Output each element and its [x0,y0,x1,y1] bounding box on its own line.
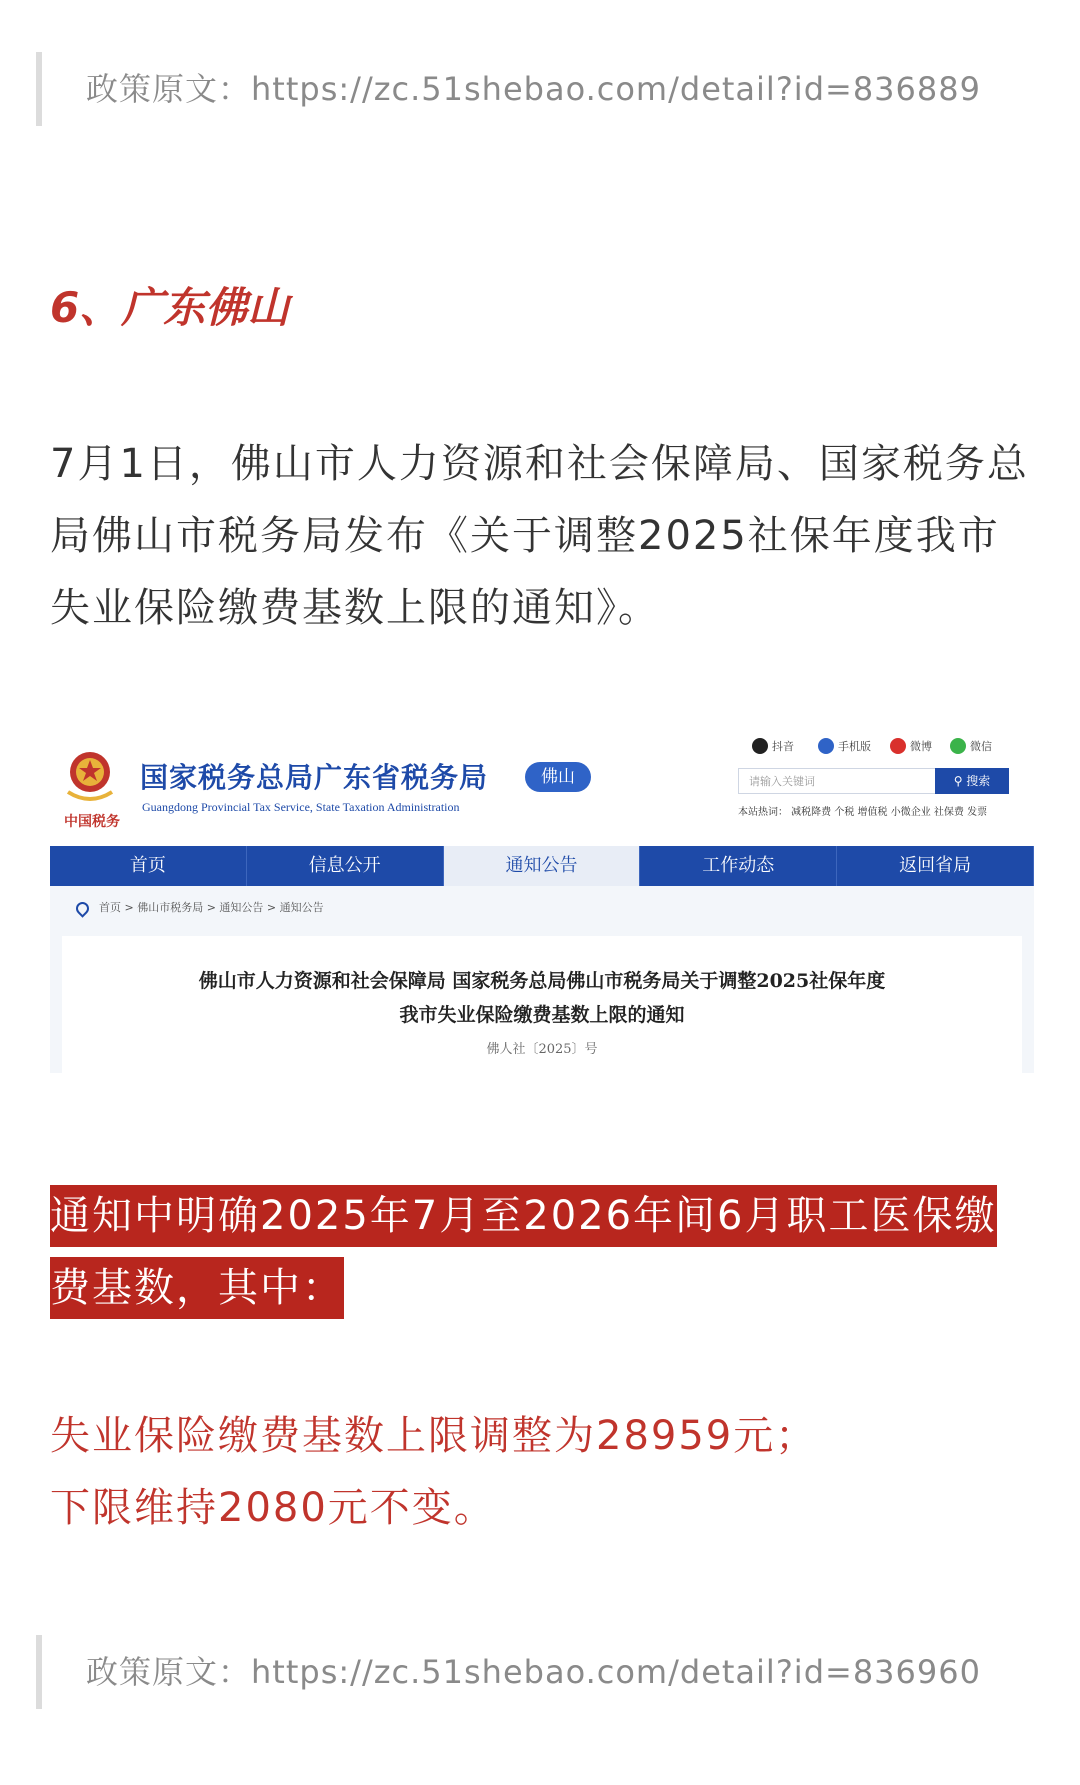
upper-limit-text: 失业保险缴费基数上限调整为28959元； [50,1413,818,1459]
key-figures-paragraph [50,1400,1035,1544]
social-mobile[interactable]: 手机版 [818,738,871,754]
nav-back-province[interactable]: 返回省局 [837,846,1034,886]
policy-source-link[interactable]: https://zc.51shebao.com/detail?id=836889 [251,70,981,108]
hotwords: 本站热词： 减税降费 个税 增值税 小微企业 社保费 发票 [738,807,988,818]
search-icon: ⚲ [953,774,967,788]
social-wechat[interactable]: 微信 [950,738,992,754]
policy-source-link[interactable]: https://zc.51shebao.com/detail?id=836960 [251,1653,981,1691]
tax-emblem-icon [60,746,120,806]
location-pin-icon [73,899,91,917]
document-number: 佛人社〔2025〕号 [486,1042,598,1057]
city-badge: 佛山 [525,762,591,792]
policy-source-quote-2 [36,1635,1066,1709]
tax-bureau-screenshot [50,728,1034,1073]
agency-name: 国家税务总局广东省税务局 [140,761,489,794]
policy-source-quote-1 [36,52,1066,126]
highlight-text: 通知中明确2025年7月至2026年间6月职工医保缴费基数，其中： [50,1185,997,1319]
breadcrumb: 首页 > 佛山市税务局 > 通知公告 > 通知公告 [76,899,324,915]
highlight-paragraph [50,1180,1035,1324]
document-title-line1: 佛山市人力资源和社会保障局 国家税务总局佛山市税务局关于调整2025社保年度 [198,970,886,992]
nav-notices[interactable]: 通知公告 [444,846,641,886]
document-card [62,936,1022,1073]
mobile-icon [818,738,834,754]
agency-name-en: Guangdong Provincial Tax Service, State Taxation Administration [142,800,460,814]
policy-source-label: 政策原文： [86,70,252,108]
intro-paragraph: 7月1日，佛山市人力资源和社会保障局、国家税务总局佛山市税务局发布《关于调整2025社保年度我市失业保险缴费基数上限的通知》。 [50,441,1029,631]
douyin-icon [752,738,768,754]
search-input[interactable]: 请输入关键词 [738,768,938,794]
nav-info-disclosure[interactable]: 信息公开 [247,846,444,886]
search-button[interactable]: ⚲ 搜索 [935,768,1009,794]
section-heading: 6、广东佛山 [50,283,290,332]
policy-source-label: 政策原文： [86,1653,252,1691]
site-header [50,728,1034,846]
site-nav [50,846,1034,886]
weibo-icon [890,738,906,754]
social-weibo[interactable]: 微博 [890,738,932,754]
lower-limit-text: 下限维持2080元不变。 [50,1485,496,1531]
emblem-caption: 中国税务 [64,814,120,830]
nav-home[interactable]: 首页 [50,846,247,886]
document-title-line2: 我市失业保险缴费基数上限的通知 [399,1004,685,1026]
nav-work-news[interactable]: 工作动态 [640,846,837,886]
social-douyin[interactable]: 抖音 [752,738,794,754]
wechat-icon [950,738,966,754]
